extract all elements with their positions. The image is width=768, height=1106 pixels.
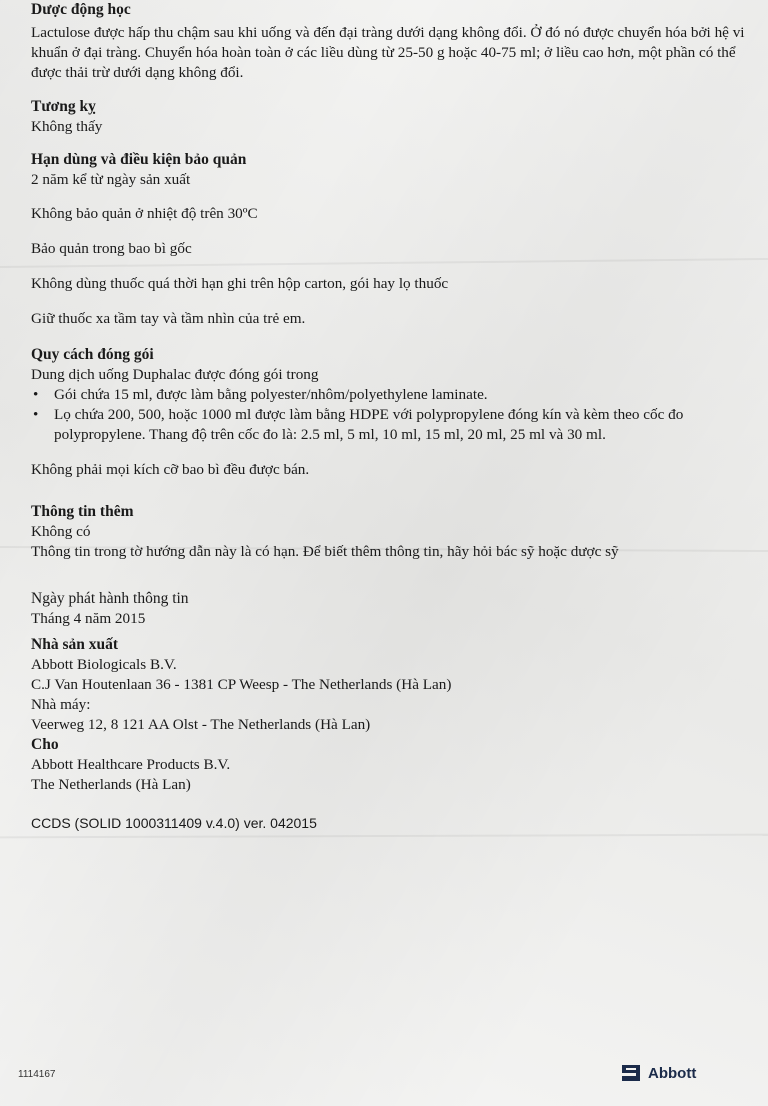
section-heading: Tương kỵ: [31, 98, 96, 115]
pharmacokinetics-section: [31, 0, 751, 83]
packaging-note: Không phải mọi kích cỡ bao bì đều được bán.: [31, 461, 310, 478]
section-text: Lactulose được hấp thu chậm sau khi uống và đến đại tràng dưới dạng không đổi. Ở đó nó được chuyển hóa bởi hệ vi khuẩn ở đại tràng. Chuyển hóa hoàn toàn ở các liều dùng từ 25-50 g hoặc 40-75 ml; ở liều cao hơn, một phần có thể được thải trừ dưới dạng không đổi.: [31, 24, 745, 81]
abbott-logo-icon: [620, 1064, 642, 1082]
brand-name: Abbott: [648, 1064, 697, 1082]
fold-crease: [0, 834, 768, 839]
manufacturer-address: C.J Van Houtenlaan 36 - 1381 CP Weesp - The Netherlands (Hà Lan): [31, 676, 452, 693]
storage-line: Giữ thuốc xa tầm tay và tầm nhìn của trẻ em.: [31, 310, 306, 327]
packaging-intro: Dung dịch uống Duphalac được đóng gói trong: [31, 366, 319, 383]
storage-line: Không dùng thuốc quá thời hạn ghi trên hộp carton, gói hay lọ thuốc: [31, 275, 449, 292]
ccds-reference: CCDS (SOLID 1000311409 v.4.0) ver. 042015: [31, 815, 317, 831]
issue-date: Tháng 4 năm 2015: [31, 610, 146, 627]
section-heading: Nhà sản xuất: [31, 636, 118, 653]
for-country: The Netherlands (Hà Lan): [31, 776, 191, 793]
section-heading: Hạn dùng và điều kiện bảo quản: [31, 151, 247, 168]
section-text: Không có: [31, 523, 91, 540]
section-heading: Cho: [31, 736, 59, 753]
storage-line: Bảo quản trong bao bì gốc: [31, 240, 192, 257]
document-code: 1114167: [18, 1069, 56, 1080]
storage-section: [31, 150, 751, 329]
manufacturer-section: [31, 635, 751, 735]
storage-line: Không bảo quản ở nhiệt độ trên 30ºC: [31, 205, 258, 222]
brand-logo: [620, 1064, 696, 1082]
leaflet-content: [31, 0, 751, 833]
storage-line: 2 năm kể từ ngày sản xuất: [31, 171, 191, 188]
list-item: • Lọ chứa 200, 500, hoặc 1000 ml được làm bằng HDPE với polypropylene đóng kín và kèm theo cốc đo polypropylene. Thang độ trên cốc đo là: 2.5 ml, 5 ml, 10 ml, 15 ml, 20 ml, 25 ml và 30 ml.: [31, 405, 751, 445]
section-heading: Quy cách đóng gói: [31, 346, 154, 363]
section-text: Thông tin trong tờ hướng dẫn này là có hạn. Để biết thêm thông tin, hãy hỏi bác sỹ hoặc dược sỹ: [31, 543, 619, 560]
issue-date-section: [31, 589, 751, 629]
further-info-section: [31, 502, 751, 562]
section-text: Không thấy: [31, 118, 103, 135]
factory-address: Veerweg 12, 8 121 AA Olst - The Netherlands (Hà Lan): [31, 716, 371, 733]
factory-label: Nhà máy:: [31, 696, 91, 713]
for-name: Abbott Healthcare Products B.V.: [31, 756, 231, 773]
section-heading: Thông tin thêm: [31, 503, 134, 520]
manufacturer-name: Abbott Biologicals B.V.: [31, 656, 177, 673]
section-heading: Dược động học: [31, 1, 131, 18]
incompatibilities-section: [31, 97, 751, 137]
section-heading: Ngày phát hành thông tin: [31, 590, 189, 607]
list-item: • Gói chứa 15 ml, được làm bằng polyester/nhôm/polyethylene laminate.: [31, 385, 751, 405]
for-section: [31, 735, 751, 795]
packaging-list: [31, 385, 751, 445]
packaging-section: [31, 345, 751, 480]
